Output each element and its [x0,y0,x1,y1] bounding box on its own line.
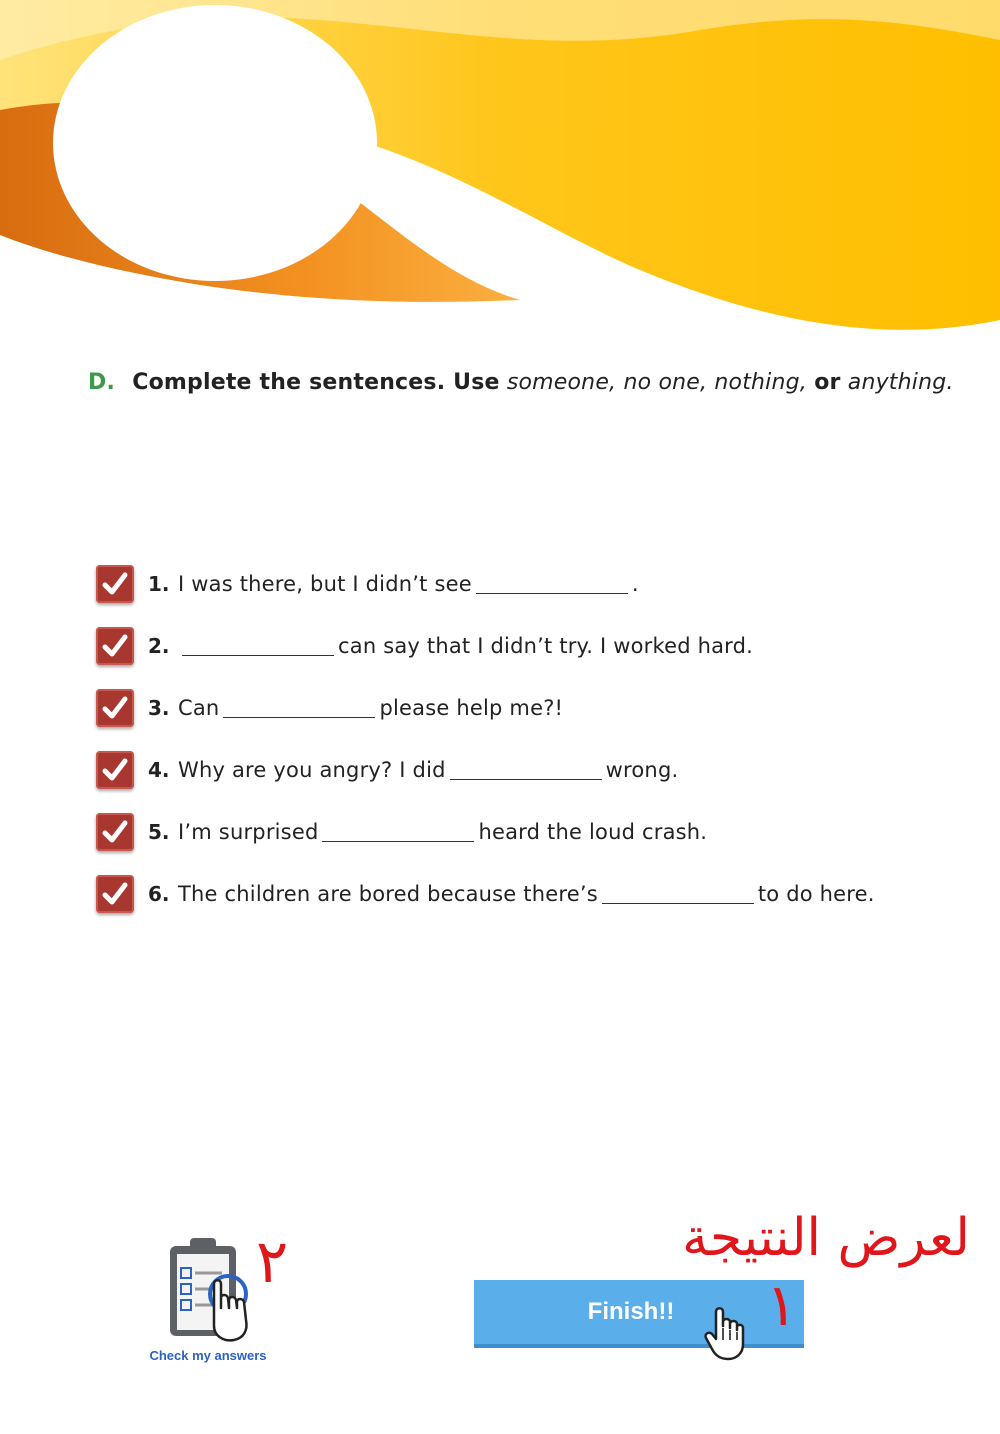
option-someone: someone, [506,370,617,395]
question-text-after: please help me?! [379,696,564,720]
instruction-text: Complete the sentences. Use [132,370,500,395]
question-text-after: wrong. [605,758,679,782]
header-wave-artwork [0,0,1000,340]
option-no-one: no one, [623,370,708,395]
question-number: 5. [148,820,170,844]
hand-pointer-icon [702,1306,750,1362]
section-letter: D. [88,370,116,395]
question-row-6 [96,872,976,916]
check-mark-icon[interactable] [96,751,134,789]
question-number: 4. [148,758,170,782]
finish-label: Finish!! [587,1298,675,1325]
check-mark-icon[interactable] [96,689,134,727]
instruction-or: or [814,370,841,395]
finish-button[interactable] [474,1280,804,1348]
answer-blank[interactable] [223,699,375,718]
question-text-after: . [631,572,639,596]
check-mark-icon[interactable] [96,813,134,851]
question-row-3 [96,686,976,730]
annotation-number-two: ٢ [256,1227,289,1297]
answer-blank[interactable] [182,637,334,656]
question-row-1 [96,562,976,606]
question-row-2 [96,624,976,668]
question-text-before: Can [178,696,220,720]
question-text-after: can say that I didn’t try. I worked hard. [338,634,754,658]
answer-blank[interactable] [322,823,474,842]
question-text-after: heard the loud crash. [478,820,708,844]
answer-blank[interactable] [476,575,628,594]
check-mark-icon[interactable] [96,565,134,603]
question-number: 1. [148,572,170,596]
question-number: 6. [148,882,170,906]
annotation-number-one: ١ [766,1271,798,1339]
question-number: 3. [148,696,170,720]
answer-blank[interactable] [602,885,754,904]
check-mark-icon[interactable] [96,875,134,913]
answer-blank[interactable] [450,761,602,780]
question-text-before: I was there, but I didn’t see [178,572,472,596]
question-text-after: to do here. [757,882,875,906]
instruction-heading [88,370,954,395]
option-nothing: nothing, [714,370,807,395]
question-number: 2. [148,634,170,658]
question-text-before: Why are you angry? I did [178,758,446,782]
question-row-5 [96,810,976,854]
check-mark-icon[interactable] [96,627,134,665]
arabic-caption: لعرض النتيجة [682,1208,970,1268]
option-anything: anything. [847,370,954,395]
question-text-before: I’m surprised [178,820,319,844]
check-answers-label: Check my answers [149,1348,267,1363]
question-text-before: The children are bored because there’s [178,882,598,906]
question-row-4 [96,748,976,792]
